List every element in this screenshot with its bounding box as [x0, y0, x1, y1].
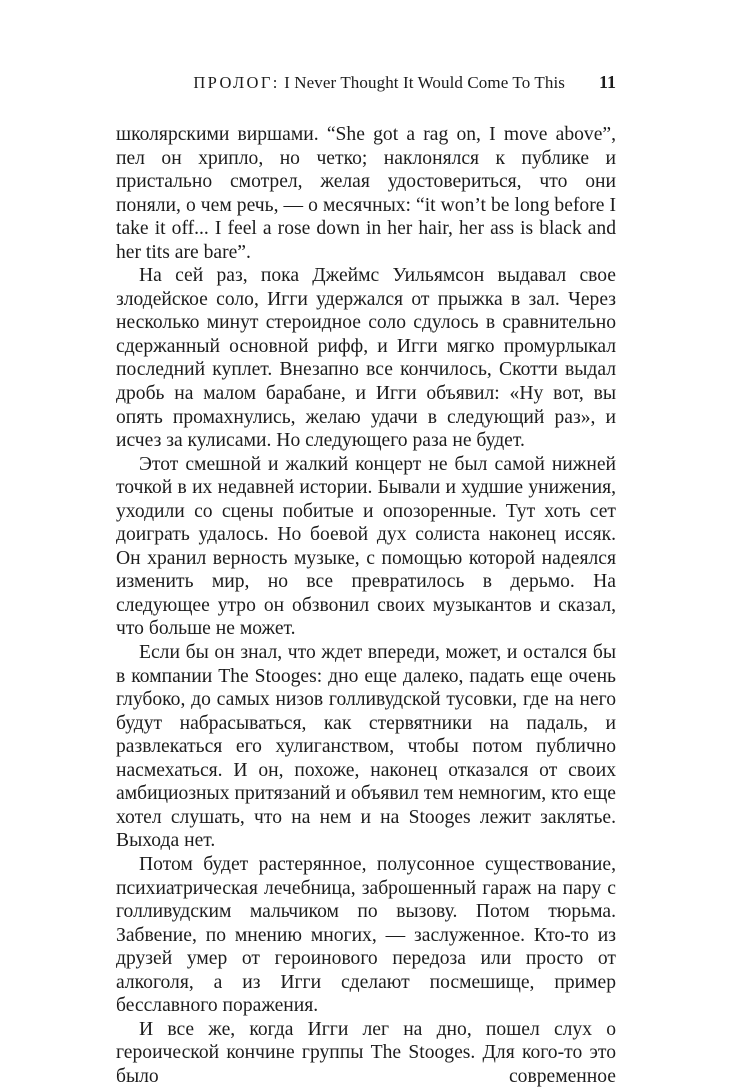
paragraph: И все же, когда Игги лег на дно, пошел слух о героической кончине группы The Stooges. Для кого-то это было современное — [116, 1018, 616, 1087]
paragraph: школярскими виршами. “She got a rag on, I move above”, пел он хрипло, но четко; наклонялся к публике и пристально смотрел, желая удостовериться, что они поняли, о чем речь, — о месячных: “it won’t be long before I take it off... I feel a rose down in her hair, her ass is black and her tits are bare”. — [116, 124, 616, 263]
running-head — [116, 72, 616, 96]
page-number: 11 — [598, 72, 616, 92]
paragraph: Этот смешной и жалкий концерт не был самой нижней точкой в их недавней истории. Бывали и худшие унижения, уходили со сцены побитые и опозоренные. Тут хоть сет доиграть удалось. Но боевой дух солиста наконец иссяк. Он хранил верность музыке, с помощью которой надеялся изменить мир, но все превратилось в дерьмо. На следующее утро он обзвонил своих музыкантов и сказал, что больше не может. — [116, 453, 616, 640]
paragraph: На сей раз, пока Джеймс Уильямсон выдавал свое злодейское соло, Игги удержался от прыжка в зал. Через несколько минут стероидное соло сдулось в сравнительно сдержанный основной рифф, и Игги мягко промурлыкал последний куплет. Внезапно все кончилось, Скотти выдал дробь на малом барабане, и Игги объявил: «Ну вот, вы опять промахнулись, желаю удачи в следующий раз», и исчез за кулисами. Но следующего раза не будет. — [116, 265, 616, 452]
paragraph: Если бы он знал, что ждет впереди, может, и остался бы в компании The Stooges: дно еще далеко, падать еще очень глубоко, до самых низов голливудской тусовки, где на него будут набрасываться, как стервятники на падаль, и развлекаться его хулиганством, чтобы потом публично насмехаться. И он, похоже, наконец отказался от своих амбициозных притязаний и объявил тем немногим, кто еще хотел слушать, что на нем и на Stooges лежит заклятье. Выхода нет. — [116, 642, 616, 852]
book-title: I Never Thought It Would Come To This — [284, 73, 565, 92]
section-label: ПРОЛОГ: — [193, 73, 280, 92]
body-text — [116, 123, 616, 1088]
running-title — [193, 73, 565, 93]
paragraph: Потом будет растерянное, полусонное существование, психиатрическая лечебница, заброшенный гараж на пару с голливудским мальчиком по вызову. Потом тюрьма. Забвение, по мнению многих, — заслуженное. Кто-то из друзей умер от героинового передоза или просто от алкоголя, а из Игги сделают посмешище, пример бесславного поражения. — [116, 853, 616, 1017]
